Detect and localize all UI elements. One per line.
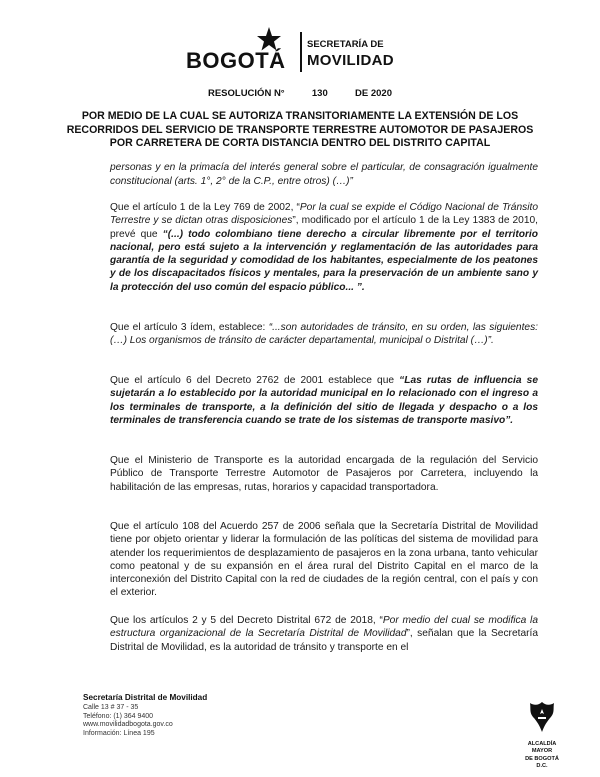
resolution-number: 130: [311, 88, 328, 99]
p6-decree-title: Por medio del cual se modifica la estructura organizacional de la Secretaría Distrital de Movilidad: [110, 615, 538, 640]
footer-info-line: Información: Línea 195: [83, 730, 155, 738]
quote-continuation: personas y en la primacía del interés general sobre el particular, de consagración igualmente constitucional (arts. 1°, 2° de la C.P., entre otros) (…)”: [110, 162, 538, 187]
paragraph-decreto-672: [110, 614, 538, 654]
paragraph-decreto-2762: [110, 374, 538, 427]
p2-quote: “...son autoridades de tránsito, en su orden, las siguientes: (…) Los organismos de tránsito de carácter departamental, municipal o Distrital (…)”.: [110, 322, 538, 347]
bogota-seal: [520, 700, 564, 769]
footer-website: www.movilidadbogota.gov.co: [83, 721, 173, 729]
paragraph-acuerdo-257: Que el artículo 108 del Acuerdo 257 de 2006 señala que la Secretaría Distrital de Movilidad tiene por objeto orientar y liderar la formulación de las políticas del sistema de movilidad para atender los requerimientos de desplazamiento de pasajeros en la zona urbana, tanto vehicular como peatonal y de su expansión en el área rural del Distrito Capital en el marco de la interconexión del Distrito Capital con la red de ciudades de la región central, con el país y con el exterior.: [110, 521, 538, 599]
resolution-line: [0, 88, 600, 99]
p1-quote: “(...) todo colombiano tiene derecho a circular libremente por el territorio nacional, pero está sujeto a la intervención y reglamentación de las autoridades para garantía de la seguridad y comodidad de los habitantes, especialmente de los peatones y de los discapacitados físicos y mentales, para la preservación de un ambiente sano y la protección del uso común del espacio público... ”.: [110, 228, 538, 293]
paragraph-ministerio: Que el Ministerio de Transporte es la autoridad encargada de la regulación del Servicio Público de Transporte Terrestre Automotor de Pasajeros por Carretera, incluyendo la habilitación de las empresas, rutas, horarios y capacidad transportadora.: [110, 455, 538, 493]
footer-phone: Teléfono: (1) 364 9400: [83, 712, 154, 720]
p3-text-a: Que el artículo 6 del Decreto 2762 de 2001 establece que: [110, 375, 400, 386]
star-icon: [256, 26, 282, 52]
movilidad-label: MOVILIDAD: [307, 52, 394, 69]
p6-text-c: ”, señalan que la Secretaría Distrital de Movilidad, es la autoridad de tránsito y transporte en el: [110, 628, 539, 653]
resolution-title: POR MEDIO DE LA CUAL SE AUTORIZA TRANSITORIAMENTE LA EXTENSIÓN DE LOS RECORRIDOS DEL SERVICIO DE TRANSPORTE TERRESTRE AUTOMOTOR DE PASAJEROS POR CARRETERA DE CORTA DISTANCIA DENTRO DEL DISTRITO CAPITAL: [66, 110, 534, 149]
paragraph-ley-769: [110, 201, 538, 294]
p3-quote: “Las rutas de influencia se sujetarán a lo establecido por la autoridad municipal en lo relacionado con el ingreso a los terminales de transporte, a la definición del sitio de llegada y despacho o a los terminales de transferencia cuando se trate de los sistemas de transporte masivo”.: [110, 375, 538, 426]
p1-text-a: Que el artículo 1 de la Ley 769 de 2002, “: [110, 202, 300, 213]
p6-text-a: Que los artículos 2 y 5 del Decreto Distrital 672 de 2018, “: [110, 615, 383, 626]
footer-entity-name: Secretaría Distrital de Movilidad: [83, 693, 208, 702]
resolution-year: DE 2020: [355, 88, 393, 99]
footer-address: Calle 13 # 37 - 35: [83, 703, 139, 711]
seal-text-line2: DE BOGOTÁ D.C.: [525, 756, 559, 769]
footer-contact: [83, 694, 207, 739]
paragraph-articulo-3: [110, 321, 538, 348]
logo-divider: [300, 32, 302, 72]
secretaria-label: SECRETARÍA DE: [307, 39, 384, 50]
coat-of-arms-icon: [527, 700, 557, 734]
p2-text-a: Que el artículo 3 ídem, establece:: [110, 322, 269, 333]
p1-text-c: ”, modificado por el artículo 1 de la Ley 1383 de 2010, prevé que: [110, 215, 539, 240]
resolution-label: RESOLUCIÓN N°: [207, 88, 285, 99]
header-logo: [0, 26, 600, 74]
p1-law-title: Por la cual se expide el Código Nacional de Tránsito Terrestre y se dictan otras disposiciones: [110, 202, 538, 227]
bogota-logo-text: BOGOTÁ: [186, 48, 286, 73]
seal-text-line1: ALCALDÍA MAYOR: [527, 741, 557, 754]
